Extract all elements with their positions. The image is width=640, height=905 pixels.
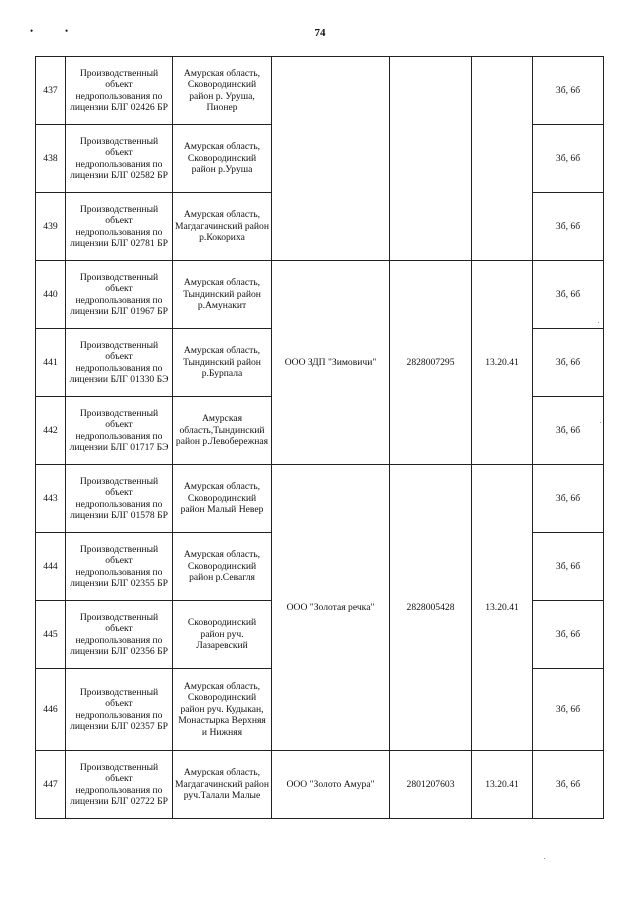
object-name: Производственный объект недропользования по лицензии БЛГ 01578 БР [66,465,173,533]
hazard-class: 3б, 6б [533,329,604,397]
object-location: Амурская область, Магдагачинский район р.Кокориха [173,193,272,261]
row-number: 437 [36,57,66,125]
row-number: 443 [36,465,66,533]
hazard-class: 3б, 6б [533,397,604,465]
row-number: 444 [36,533,66,601]
table-row [36,465,604,533]
table-row [36,57,604,125]
okved-code: 13.20.41 [472,751,533,819]
object-location: Амурская область,Тындинский район р.Левобережная [173,397,272,465]
hazard-class: 3б, 6б [533,669,604,751]
object-location: Амурская область, Тындинский район р.Амунакит [173,261,272,329]
object-name: Производственный объект недропользования по лицензии БЛГ 02357 БР [66,669,173,751]
row-number: 439 [36,193,66,261]
row-number: 447 [36,751,66,819]
table-row [36,261,604,329]
organization-inn [390,57,472,261]
hazard-class: 3б, 6б [533,57,604,125]
object-name: Производственный объект недропользования по лицензии БЛГ 02355 БР [66,533,173,601]
object-name: Производственный объект недропользования по лицензии БЛГ 02781 БР [66,193,173,261]
organization-name: ООО ЗДП "Зимовичи" [272,261,390,465]
row-number: 442 [36,397,66,465]
object-location: Амурская область, Сковородинский район руч. Кудыкан, Монастырка Верхняя и Нижняя [173,669,272,751]
okved-code [472,57,533,261]
okved-code: 13.20.41 [472,261,533,465]
object-location: Амурская область, Сковородинский район р.Уруша [173,125,272,193]
object-name: Производственный объект недропользования по лицензии БЛГ 01967 БР [66,261,173,329]
organization-inn: 2801207603 [390,751,472,819]
object-name: Производственный объект недропользования по лицензии БЛГ 02426 БР [66,57,173,125]
row-number: 445 [36,601,66,669]
hazard-class: 3б, 6б [533,601,604,669]
row-number: 446 [36,669,66,751]
object-location: Амурская область, Сковородинский район Малый Невер [173,465,272,533]
organization-inn: 2828005428 [390,465,472,751]
object-location: Амурская область, Тындинский район р.Бурпала [173,329,272,397]
object-name: Производственный объект недропользования по лицензии БЛГ 02356 БР [66,601,173,669]
hazard-class: 3б, 6б [533,261,604,329]
organization-name: ООО "Золотая речка" [272,465,390,751]
object-name: Производственный объект недропользования по лицензии БЛГ 01717 БЭ [66,397,173,465]
row-number: 438 [36,125,66,193]
row-number: 441 [36,329,66,397]
row-number: 440 [36,261,66,329]
object-name: Производственный объект недропользования по лицензии БЛГ 01330 БЭ [66,329,173,397]
object-location: Сковородинский район руч. Лазаревский [173,601,272,669]
page-number: 74 [314,27,326,39]
object-location: Амурская область, Сковородинский район р. Уруша, Пионер [173,57,272,125]
scan-mark-left: • [30,26,34,36]
registry-table-body [36,57,604,819]
object-location: Амурская область, Сковородинский район р.Севагля [173,533,272,601]
organization-name: ООО "Золото Амура" [272,751,390,819]
scan-mark-right: • [65,26,69,36]
hazard-class: 3б, 6б [533,533,604,601]
organization-inn: 2828007295 [390,261,472,465]
scan-speck [544,858,545,859]
okved-code: 13.20.41 [472,465,533,751]
scan-speck [600,422,601,423]
organization-name [272,57,390,261]
scan-speck [598,322,599,323]
hazard-class: 3б, 6б [533,465,604,533]
hazard-class: 3б, 6б [533,125,604,193]
object-name: Производственный объект недропользования по лицензии БЛГ 02722 БР [66,751,173,819]
object-name: Производственный объект недропользования по лицензии БЛГ 02582 БР [66,125,173,193]
table-row [36,751,604,819]
hazard-class: 3б, 6б [533,751,604,819]
hazard-class: 3б, 6б [533,193,604,261]
registry-table [35,56,604,819]
object-location: Амурская область, Магдагачинский район руч.Талали Малые [173,751,272,819]
